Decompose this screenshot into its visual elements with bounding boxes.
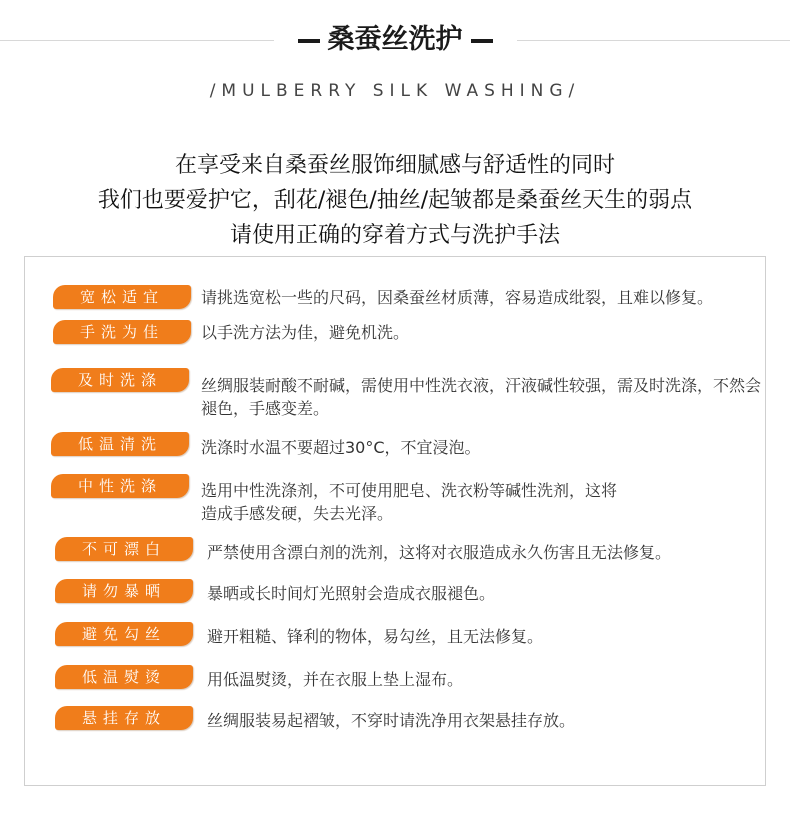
intro-line: 请使用正确的穿着方式与洗护手法 (229, 223, 560, 248)
tip-text: 暴晒或长时间灯光照射会造成衣服褪色。 (207, 584, 496, 603)
tip-badge: 不可漂白 (55, 537, 193, 561)
tip-badge: 避免勾丝 (55, 622, 193, 646)
tip-badge: 请勿暴晒 (55, 579, 193, 603)
tip-text: 请挑选宽松一些的尺码，因桑蚕丝材质薄，容易造成纰裂，且难以修复。 (201, 288, 714, 307)
title-wrap (0, 22, 790, 58)
tip-text: 以手洗方法为佳，避免机洗。 (201, 323, 410, 342)
care-tips-box (24, 256, 766, 786)
intro-paragraph (0, 148, 790, 253)
tip-badge: 及时洗涤 (51, 368, 189, 392)
intro-line: 在享受来自桑蚕丝服饰细腻感与舒适性的同时 (174, 153, 615, 178)
tip-badge: 宽松适宜 (53, 285, 191, 309)
tip-text: 用低温熨烫，并在衣服上垫上湿布。 (207, 670, 464, 689)
page-subtitle: /MULBERRY SILK WASHING/ (209, 81, 581, 101)
tip-text: 避开粗糙、锋利的物体，易勾丝，且无法修复。 (207, 627, 544, 646)
tip-text: 洗涤时水温不要超过30°C，不宜浸泡。 (201, 438, 481, 457)
tip-badge: 低温熨烫 (55, 665, 193, 689)
tip-text: 严禁使用含漂白剂的洗剂，这将对衣服造成永久伤害且无法修复。 (207, 543, 672, 562)
page-title-text: 桑蚕丝洗护 (327, 24, 463, 55)
tip-text: 丝绸服装耐酸不耐碱，需使用中性洗衣液，汗液碱性较强，需及时洗涤，不然会褪色，手感变差。 (201, 376, 762, 418)
tip-badge: 低温清洗 (51, 432, 189, 456)
tip-badge: 手洗为佳 (53, 320, 191, 344)
page-title (274, 22, 517, 58)
title-right-dash (471, 39, 493, 43)
title-left-dash (298, 39, 320, 43)
tip-text: 选用中性洗涤剂，不可使用肥皂、洗衣粉等碱性洗剂，这将造成手感发硬，失去光泽。 (201, 481, 618, 523)
tip-badge: 悬挂存放 (55, 706, 193, 730)
tip-text: 丝绸服装易起褶皱，不穿时请洗净用衣架悬挂存放。 (207, 711, 576, 730)
tip-badge: 中性洗涤 (51, 474, 189, 498)
intro-line: 我们也要爱护它，刮花/褪色/抽丝/起皱都是桑蚕丝天生的弱点 (97, 188, 693, 213)
